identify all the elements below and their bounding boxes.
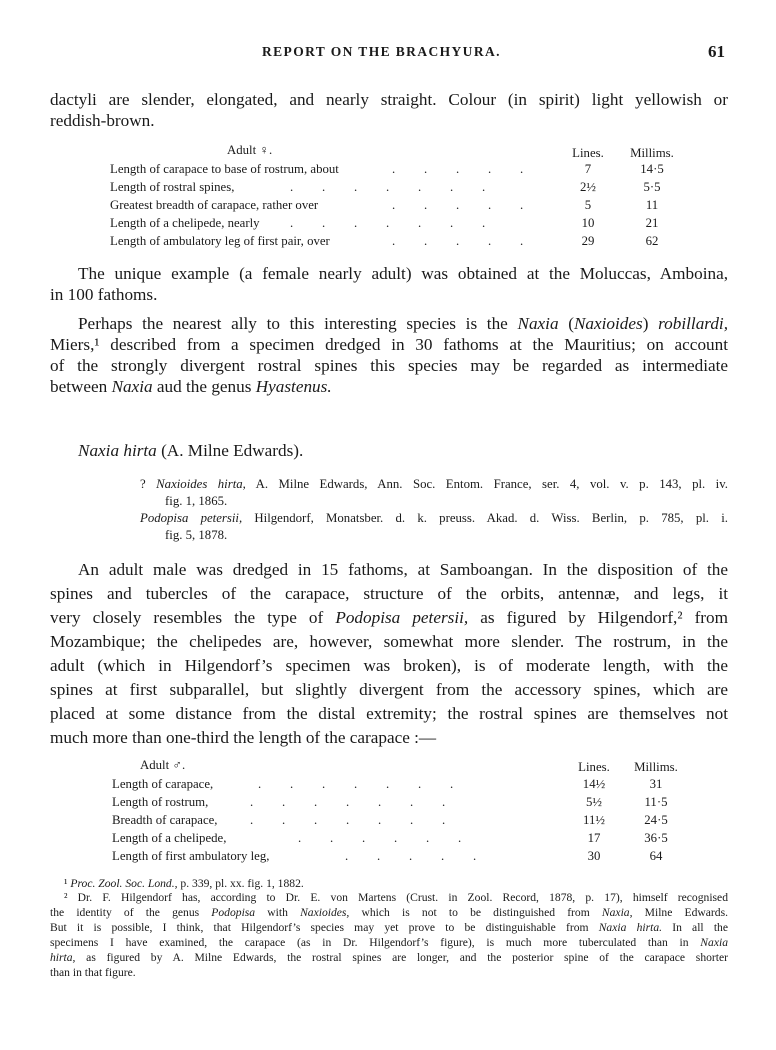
intro-line-1: dactyli are slender, elongated, and nearly straight. Colour (in spirit) light yellowish or: [50, 90, 728, 109]
table1-cell-lines: 5: [584, 198, 592, 212]
genus-name: Naxia: [111, 377, 153, 396]
male-line-5: adult (which in Hilgendorf’s specimen was broken), is of moderate length, with the: [50, 656, 728, 675]
table2-cell-millims: 64: [649, 849, 663, 863]
table2-row-label: Breadth of carapace,: [112, 813, 218, 827]
table1-cell-lines: 10: [581, 216, 595, 230]
genus-name: Hyastenus.: [255, 377, 332, 396]
table1-row-label: Length of carapace to base of rostrum, about: [110, 162, 339, 176]
synonymy-1-cont: fig. 1, 1865.: [165, 494, 228, 508]
table1-cell-millims: 14·5: [640, 162, 664, 176]
footnote-2-line-6: than in that figure.: [50, 966, 136, 979]
table2-cell-millims: 36·5: [644, 831, 668, 845]
footnote-2-line-3: But it is possible, I think, that Hilgendorf’s species may yet prove to be distinguishable from Naxia hirta. In all the: [50, 921, 728, 934]
male-line-6: spines at first subparallel, but slightly divergent from the accessory spines, which are: [50, 680, 728, 699]
male-line-2: spines and tubercles of the carapace, structure of the orbits, antennæ, and legs, it: [50, 584, 728, 603]
ally-line-4: between Naxia aud the genus Hyastenus.: [50, 377, 332, 396]
genus-name: Naxia: [517, 314, 559, 333]
ally-line-1: Perhaps the nearest ally to this interesting species is the Naxia (Naxioides) robillardi,: [78, 314, 728, 333]
ally-line-2: Miers,¹ described from a specimen dredged in 30 fathoms at the Mauritius; on account: [50, 335, 728, 354]
subgenus-name: Naxioides: [573, 314, 643, 333]
intro-line-2: reddish-brown.: [50, 111, 155, 130]
table2-col-lines: Lines.: [578, 760, 610, 774]
table1-row-label: Greatest breadth of carapace, rather over: [110, 198, 319, 212]
unique-line-1: The unique example (a female nearly adult) was obtained at the Moluccas, Amboina,: [78, 264, 728, 283]
leader-dots: . . . . .: [392, 198, 524, 212]
table1-row-label: Length of a chelipede, nearly: [110, 216, 260, 230]
table1-row-label: Length of ambulatory leg of first pair, over: [110, 234, 330, 248]
table1-cell-millims: 62: [645, 234, 659, 248]
synonymy-2: Podopisa petersii, Hilgendorf, Monatsber. d. k. preuss. Akad. d. Wiss. Berlin, p. 785, pl. i.: [140, 511, 728, 525]
table2-row-label: Length of first ambulatory leg,: [112, 849, 270, 863]
synonymy-2-cont: fig. 5, 1878.: [165, 528, 228, 542]
leader-dots: . . . . . . .: [250, 795, 446, 809]
table1-row-label: Length of rostral spines,: [110, 180, 235, 194]
footnote-2-line-1: ² Dr. F. Hilgendorf has, according to Dr. E. von Martens (Crust. in Zool. Record, 1878, p. 17), himself recognised: [64, 891, 728, 904]
leader-dots: . . . . .: [392, 234, 524, 248]
table2-title: Adult ♂.: [140, 758, 186, 772]
table2-cell-lines: 5½: [586, 795, 602, 809]
table2-cell-lines: 11½: [583, 813, 605, 827]
leader-dots: . . . . . . .: [258, 777, 454, 791]
table1-cell-lines: 29: [581, 234, 595, 248]
footnote-1: ¹ Proc. Zool. Soc. Lond., p. 339, pl. xx. fig. 1, 1882.: [64, 877, 304, 890]
male-line-7: placed at some distance from the distal extremity; the rostral spines are themselves not: [50, 704, 728, 723]
synonymy-1: ? Naxioides hirta, A. Milne Edwards, Ann. Soc. Entom. France, ser. 4, vol. v. p. 143, pl. iv.: [140, 477, 729, 491]
table1-col-millims: Millims.: [630, 146, 674, 160]
footnote-2-line-4: specimens I have examined, the carapace (as in Dr. Hilgendorf’s figure), is much more tuberculated than in Naxia: [50, 936, 728, 949]
table1-cell-millims: 21: [645, 216, 659, 230]
ally-line-3: of the strongly divergent rostral spines this species may be regarded as intermediate: [50, 356, 728, 375]
leader-dots: . . . . . . .: [250, 813, 446, 827]
unique-line-2: in 100 fathoms.: [50, 285, 158, 304]
species-name: robillardi,: [658, 314, 728, 333]
table2-row-label: Length of carapace,: [112, 777, 214, 791]
leader-dots: . . . . . . .: [290, 180, 486, 194]
footnote-2-line-2: the identity of the genus Podopisa with Naxioides, which is not to be distinguished from Naxia, Milne Edwards.: [50, 906, 728, 919]
running-header: REPORT ON THE BRACHYURA.: [262, 44, 501, 59]
leader-dots: . . . . .: [345, 849, 477, 863]
table1-title: Adult ♀.: [227, 143, 273, 157]
table2-cell-millims: 11·5: [644, 795, 668, 809]
table1-cell-millims: 11: [645, 198, 659, 212]
table2-col-millims: Millims.: [634, 760, 678, 774]
leader-dots: . . . . . .: [298, 831, 462, 845]
table2-row-label: Length of rostrum,: [112, 795, 209, 809]
table2-cell-lines: 14½: [582, 777, 606, 791]
page-number: 61: [708, 42, 725, 61]
footnote-2-line-5: hirta, as figured by A. Milne Edwards, the rostral spines are longer, and the posterior spine of the carapace shorter: [50, 951, 728, 964]
species-heading: [78, 440, 303, 461]
table1-col-lines: Lines.: [572, 146, 604, 160]
male-line-1: An adult male was dredged in 15 fathoms, at Samboangan. In the disposition of the: [78, 560, 728, 579]
table2-cell-lines: 30: [587, 849, 601, 863]
table2-cell-millims: 31: [649, 777, 663, 791]
table1-cell-lines: 7: [584, 162, 592, 176]
leader-dots: . . . . .: [392, 162, 524, 176]
species-heading-name: Naxia hirta: [78, 441, 157, 460]
male-line-4: Mozambique; the chelipedes are, however, somewhat more slender. The rostrum, in the: [50, 632, 728, 651]
species-heading-author: (A. Milne Edwards).: [156, 441, 304, 460]
male-line-8: much more than one-third the length of the carapace :—: [50, 728, 437, 747]
leader-dots: . . . . . . .: [290, 216, 486, 230]
species-name: Podopisa petersii,: [335, 608, 469, 627]
table1-cell-millims: 5·5: [643, 180, 661, 194]
table2-cell-millims: 24·5: [644, 813, 668, 827]
table1-cell-lines: 2½: [580, 180, 596, 194]
table2-row-label: Length of a chelipede,: [112, 831, 227, 845]
table2-cell-lines: 17: [587, 831, 601, 845]
male-line-3: very closely resembles the type of Podopisa petersii, as figured by Hilgendorf,² from: [50, 608, 728, 627]
